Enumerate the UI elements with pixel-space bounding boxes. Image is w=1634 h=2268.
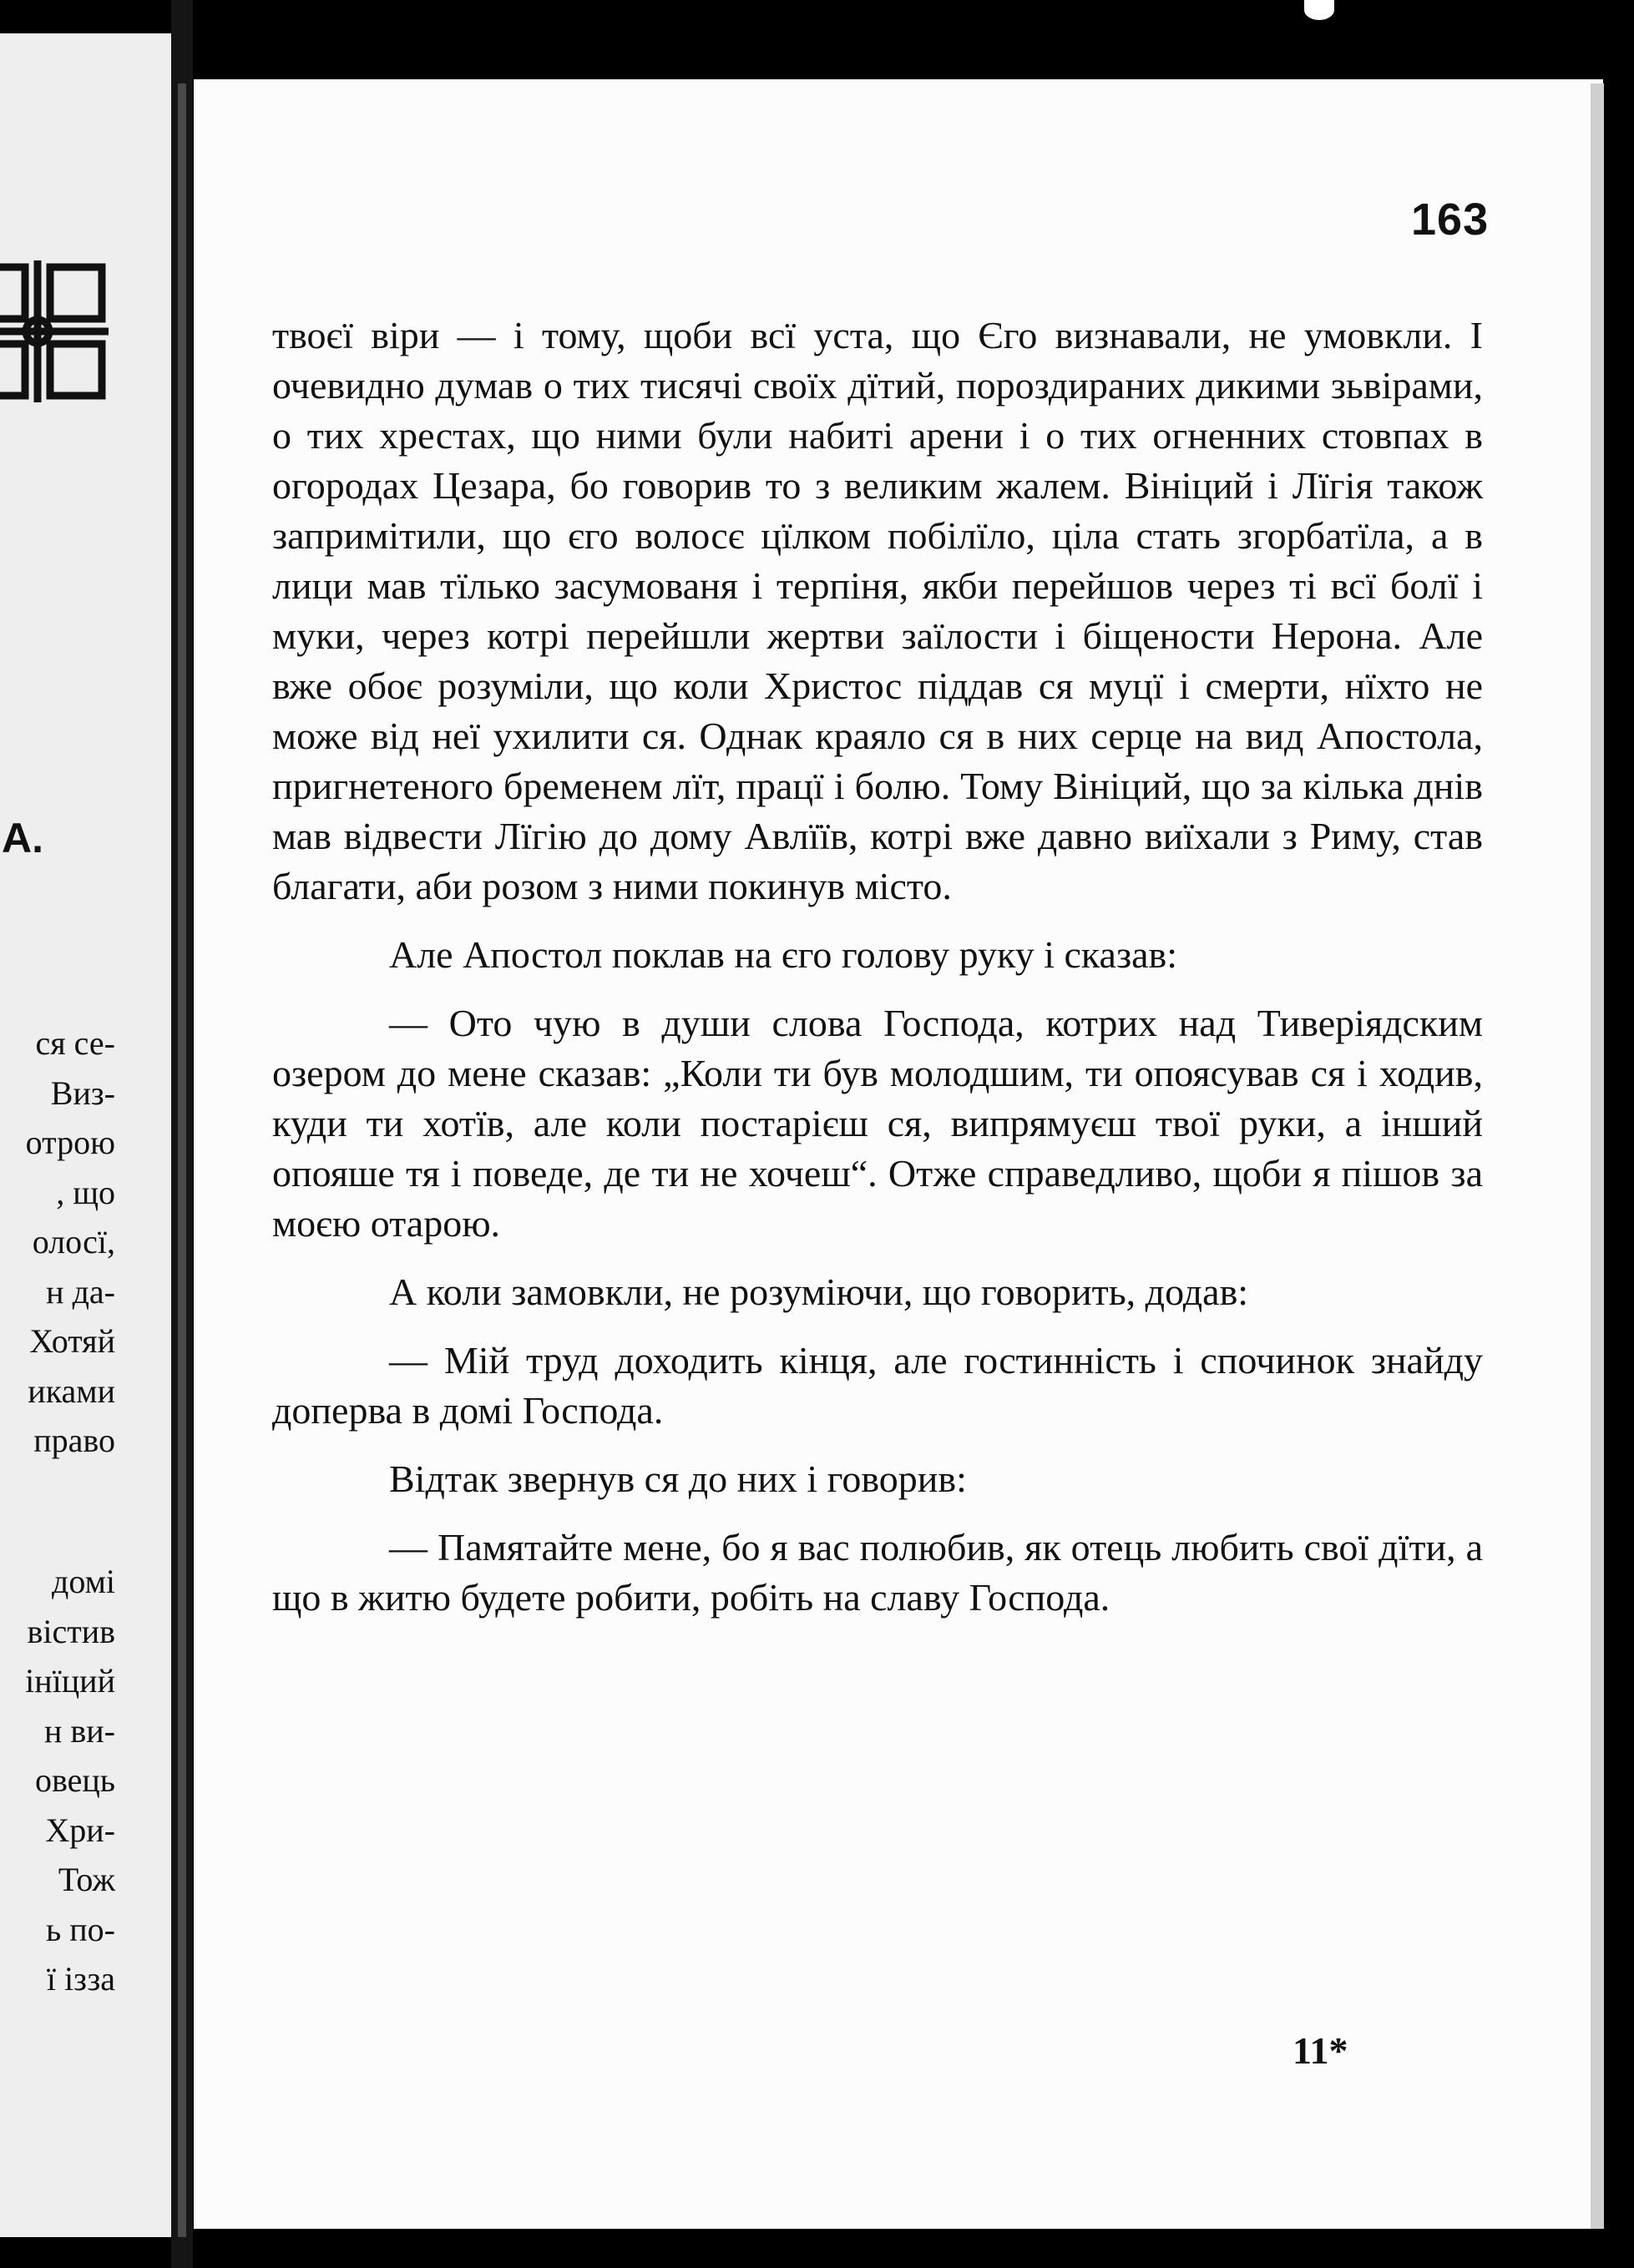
paragraph: Але Апостол поклав на єго голову руку і сказав:: [389, 933, 1178, 976]
paragraph: Відтак звернув ся до них і говорив:: [389, 1457, 967, 1500]
paragraph: — Ото чую в души слова Господа, котрих над Тиверіядским озером до мене сказав: „Коли ти був молодшим, ти опоясував ся і ходив, куди ти хотїв, але коли постарієш ся, випрямуєш твої руки, а інший опояше тя і поведе, де ти не хочеш“. Отже справедливо, щоби я пішов за моєю отарою.: [272, 1002, 1483, 1245]
ornament-icon: [0, 260, 109, 402]
left-page-line: Тож: [58, 1861, 115, 1898]
left-page-line: домі: [51, 1563, 115, 1600]
paragraph: твоєї віри — і тому, щоби всї уста, що Єго визнавали, не умовкли. І очевидно думав о тих тисячі своїх дїтий, пороздираних дикими зьвірами, о тих хрестах, що ними були набиті арени і о тих огненних стовпах в огородах Цезара, бо говорив то з великим жалем. Вініций і Лїгія також запримітили, що єго волосє цїлком побілїло, ціла стать згорбатїла, а в лици мав тїлько засумованя і терпіня, якби перейшов через ті всї болї і муки, через котрі перейшли жертви заїлости і біщености Нерона. Але вже обоє розуміли, що коли Христос піддав ся муцї і смерти, нїхто не може від неї ухилити ся. Однак краяло ся в них серце на вид Апостола, пригнетеного бременем лїт, працї і болю. Тому Вініций, що за кілька днів мав відвести Лїгію до дому Авлїїв, котрі вже давно виїхали з Риму, став благати, аби розом з ними покинув місто.: [272, 314, 1483, 907]
left-page-line: ся се-: [35, 1024, 115, 1062]
gutter-shadow: [178, 83, 186, 2237]
left-page-line: , що: [56, 1173, 115, 1211]
previous-page-strip: [0, 33, 171, 2237]
page-edge: [1591, 83, 1604, 2229]
left-page-line: н ви-: [43, 1711, 115, 1750]
paragraph: А коли замовкли, не розуміючи, що говорить, додав:: [389, 1270, 1249, 1313]
left-page-line: інїций: [25, 1662, 115, 1700]
left-page-line: ї ізза: [46, 1960, 115, 1998]
left-page-line: отрою: [25, 1124, 115, 1161]
left-page-line: олосї,: [32, 1223, 115, 1260]
paragraph: — Мій труд доходить кінця, але гостинність і спочинок знайду доперва в домі Господа.: [272, 1339, 1483, 1432]
left-page-line: овець: [34, 1761, 115, 1799]
left-page-line: иками: [28, 1371, 115, 1410]
left-page-line: н да-: [46, 1272, 115, 1311]
left-page-line: вістив: [27, 1612, 115, 1650]
scan-artifact: [1304, 0, 1334, 20]
left-page-line: ь по-: [46, 1910, 115, 1948]
left-page-line: Хри-: [45, 1811, 115, 1849]
paragraph: — Памятайте мене, бо я вас полюбив, як отець любить свої дїти, а що в житю будете робити, робіть на славу Господа.: [272, 1526, 1483, 1619]
page-body-text: [272, 311, 1483, 1641]
left-page-line: Виз-: [50, 1073, 115, 1112]
page-number: 163: [1411, 194, 1490, 245]
left-page-text: [0, 1018, 115, 2004]
left-page-line: право: [33, 1422, 115, 1459]
left-page-line: Хотяй: [29, 1322, 115, 1360]
left-page-heading: А.: [2, 815, 43, 861]
left-page-line: [0, 1466, 115, 1516]
signature-mark: 11*: [1293, 2029, 1348, 2072]
